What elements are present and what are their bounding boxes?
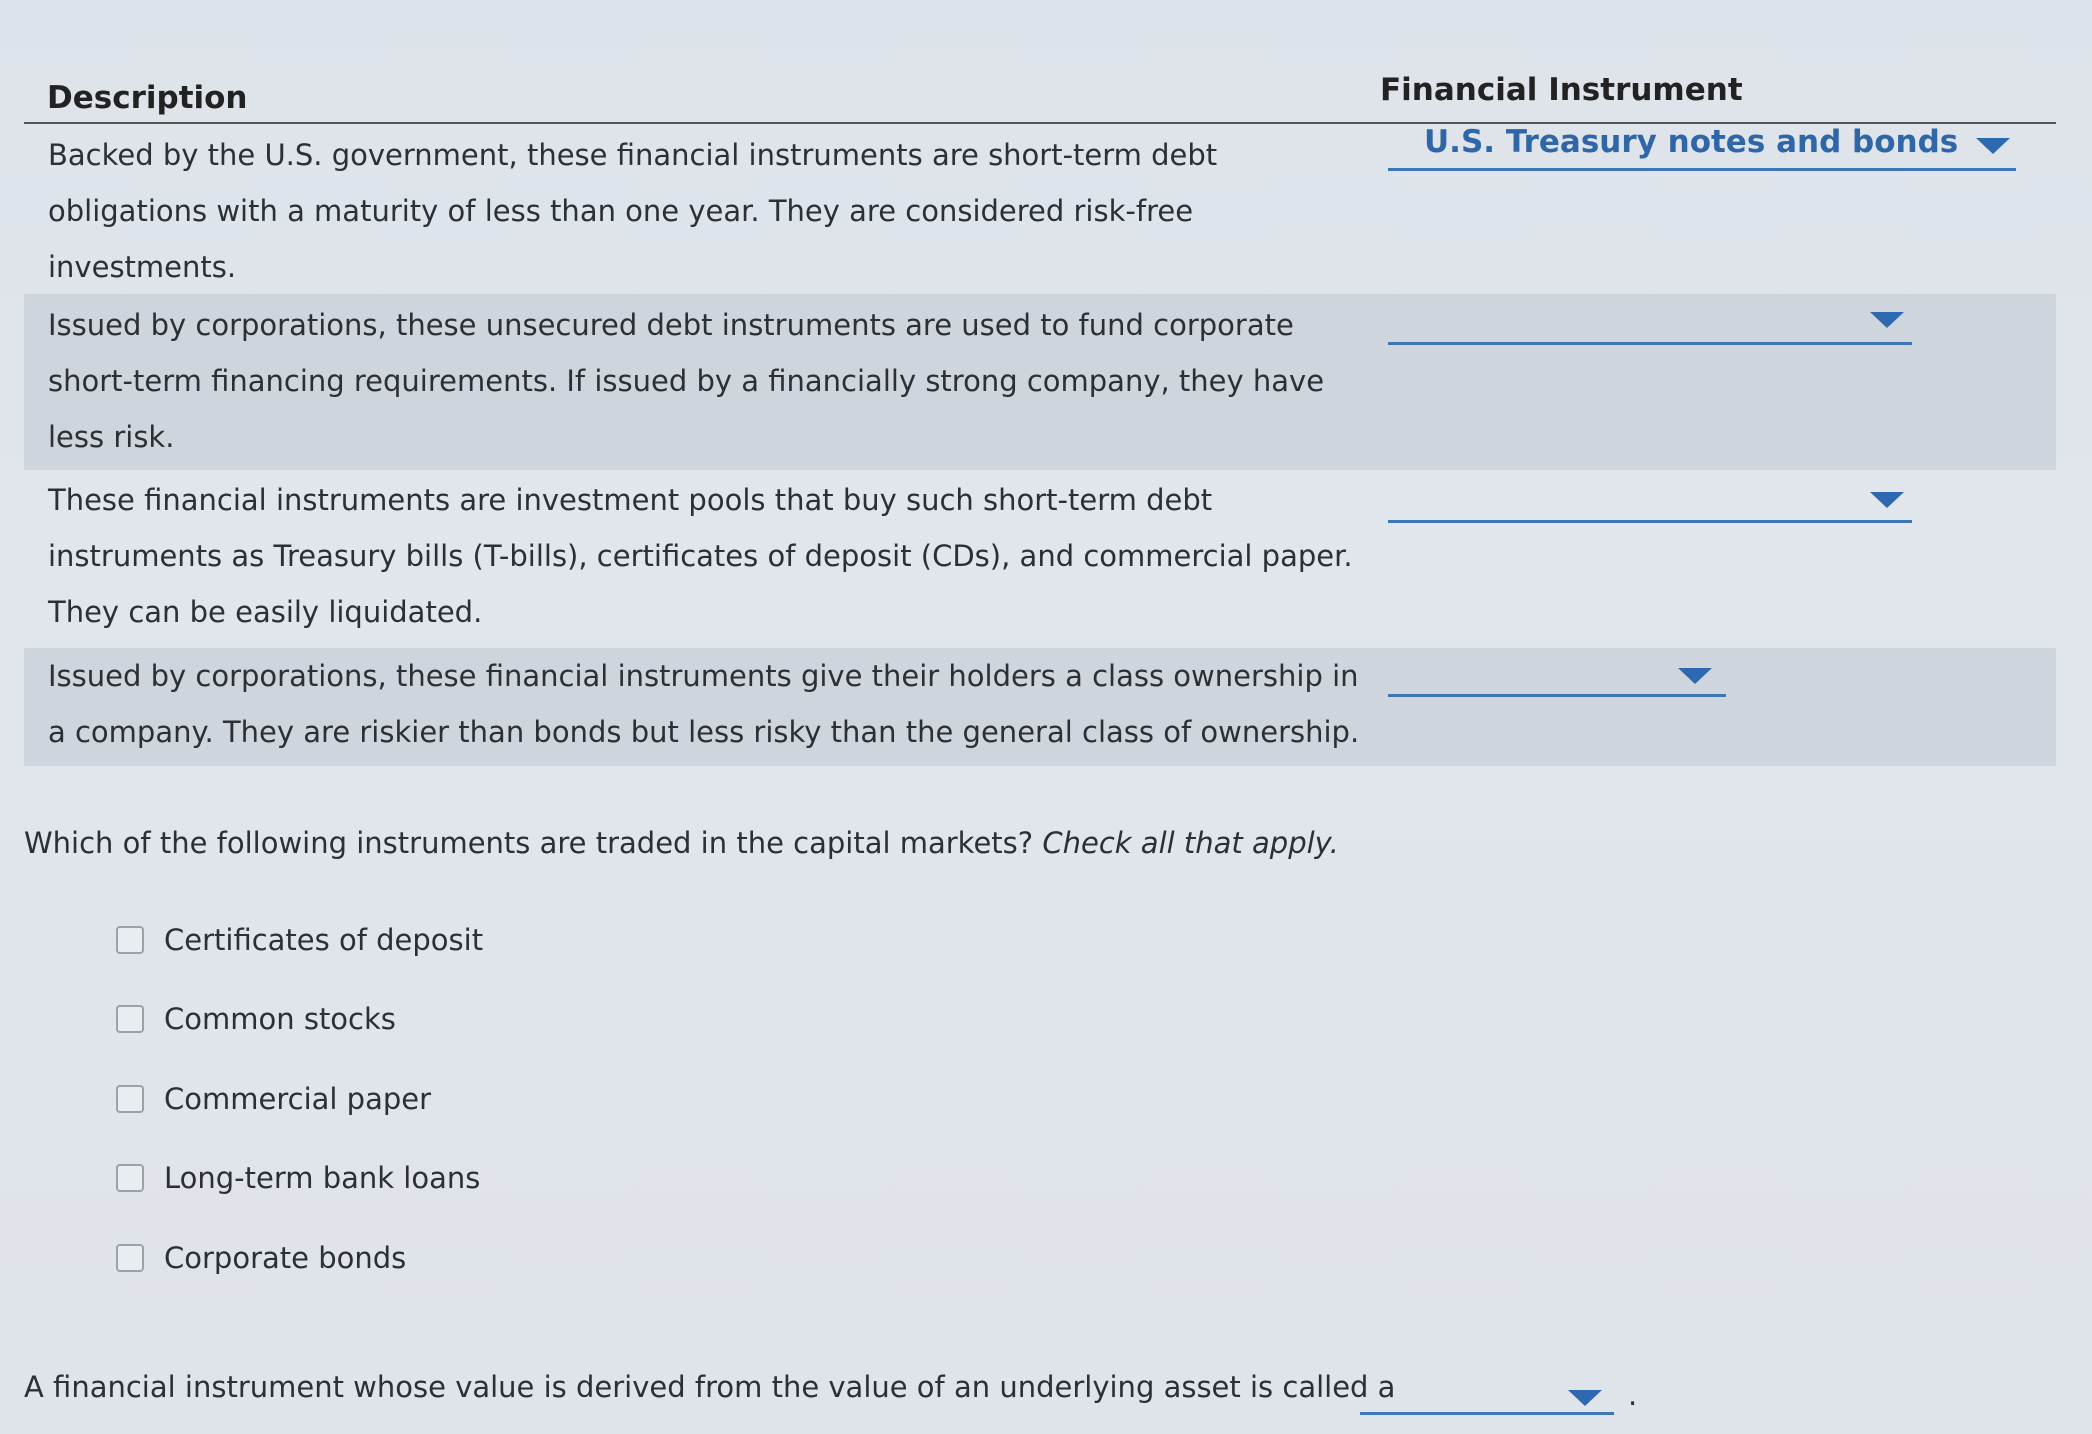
- row-description-line: a company. They are riskier than bonds but less risky than the general class of ownership.: [48, 715, 1360, 749]
- chevron-down-icon: [1976, 138, 2010, 154]
- option-label: Certificates of deposit: [164, 923, 484, 957]
- description-column-header: Description: [47, 80, 248, 116]
- option-label: Long-term bank loans: [164, 1161, 481, 1195]
- instrument-column-header: Financial Instrument: [1380, 72, 1743, 108]
- chevron-down-icon: [1870, 492, 1904, 508]
- table-row: [24, 124, 2056, 292]
- option-corporate-bonds[interactable]: [116, 1238, 406, 1278]
- instrument-dropdown[interactable]: [1388, 302, 1912, 345]
- row-description-line: Issued by corporations, these unsecured debt instruments are used to fund corporate: [48, 308, 1294, 342]
- option-label: Commercial paper: [164, 1082, 432, 1116]
- checkbox[interactable]: [116, 1085, 144, 1113]
- table-row: [24, 294, 2056, 470]
- derivative-dropdown[interactable]: [1360, 1372, 1614, 1415]
- option-label: Corporate bonds: [164, 1241, 407, 1275]
- option-label: Common stocks: [164, 1002, 396, 1036]
- chevron-down-icon: [1678, 668, 1712, 684]
- option-certificates-of-deposit[interactable]: [116, 920, 483, 960]
- derivative-question: A financial instrument whose value is derived from the value of an underlying asset is called a: [24, 1370, 1396, 1404]
- capital-markets-question: [24, 826, 1339, 860]
- option-common-stocks[interactable]: [116, 999, 396, 1039]
- question-text: Which of the following instruments are traded in the capital markets?: [24, 826, 1034, 860]
- checkbox[interactable]: [116, 1005, 144, 1033]
- checkbox[interactable]: [116, 926, 144, 954]
- row-description-line: obligations with a maturity of less than one year. They are considered risk-free: [48, 194, 1194, 228]
- row-description-line: These financial instruments are investment pools that buy such short-term debt: [48, 483, 1213, 517]
- option-commercial-paper[interactable]: [116, 1079, 431, 1119]
- chevron-down-icon: [1870, 312, 1904, 328]
- sentence-period: .: [1628, 1378, 1638, 1412]
- instrument-dropdown[interactable]: [1388, 124, 2016, 171]
- dropdown-selected-value: U.S. Treasury notes and bonds: [1424, 124, 1959, 160]
- row-description-line: Backed by the U.S. government, these financial instruments are short-term debt: [48, 138, 1218, 172]
- checkbox[interactable]: [116, 1164, 144, 1192]
- row-description-line: less risk.: [48, 420, 175, 454]
- row-description-line: short-term financing requirements. If issued by a financially strong company, they have: [48, 364, 1325, 398]
- row-description-line: They can be easily liquidated.: [48, 595, 483, 629]
- option-long-term-bank-loans[interactable]: [116, 1158, 480, 1198]
- row-description-line: Issued by corporations, these financial instruments give their holders a class ownership in: [48, 659, 1359, 693]
- chevron-down-icon: [1568, 1390, 1602, 1406]
- table-row: [24, 648, 2056, 766]
- row-description-line: investments.: [48, 250, 237, 284]
- table-row: [24, 472, 2056, 646]
- checkbox[interactable]: [116, 1244, 144, 1272]
- instrument-dropdown[interactable]: [1388, 654, 1726, 697]
- question-instruction: Check all that apply.: [1042, 826, 1339, 860]
- instrument-dropdown[interactable]: [1388, 480, 1912, 523]
- row-description-line: instruments as Treasury bills (T-bills), certificates of deposit (CDs), and commercial paper.: [48, 539, 1353, 573]
